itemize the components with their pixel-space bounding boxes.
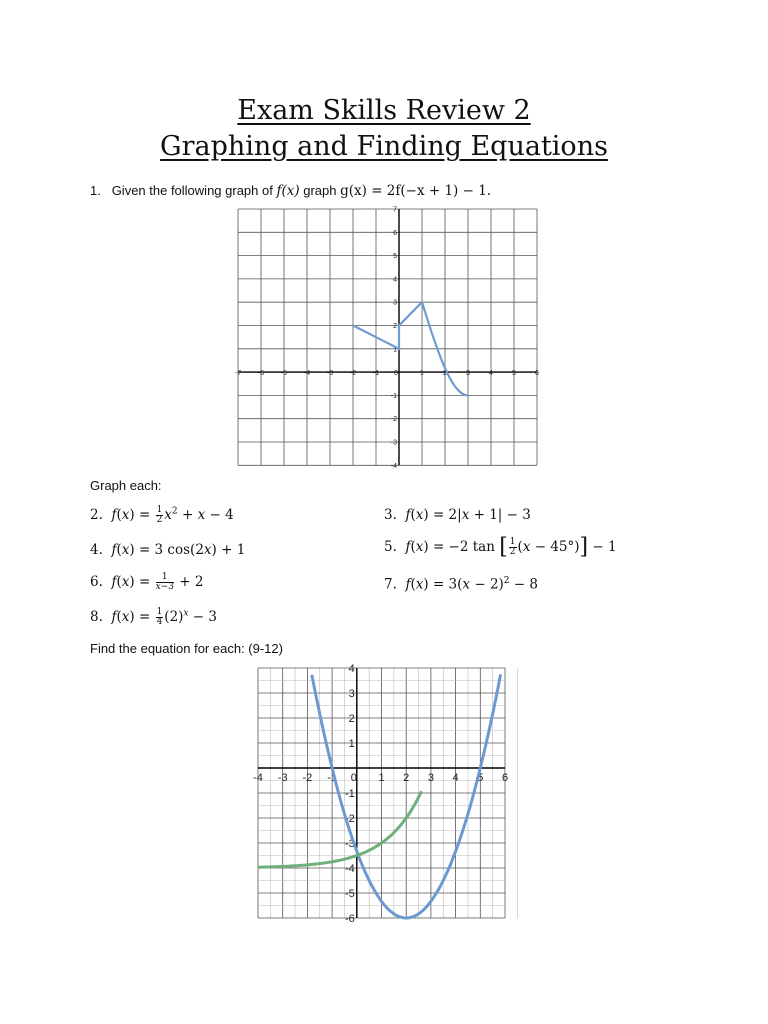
- x-tick-label: -1: [372, 370, 380, 378]
- x-tick-label: -2: [302, 772, 313, 784]
- grid: [258, 668, 517, 918]
- question-1-gx: g(x) = 2f(−x + 1) − 1.: [340, 183, 492, 199]
- x-tick-label: 5: [477, 772, 484, 784]
- y-tick-label: -1: [390, 392, 397, 400]
- x-tick-label: -2: [349, 370, 357, 378]
- x-tick-label: 6: [501, 772, 509, 784]
- x-tick-label: -3: [326, 370, 334, 378]
- y-tick-label: -2: [390, 416, 397, 424]
- x-tick-label: 2: [443, 370, 447, 378]
- page-title: Exam Skills Review 2: [237, 95, 531, 126]
- problem-5: 5. f(x) = −2 tan [ $\frac{1}{2}$ (x − 45°)] − 1: [384, 534, 617, 560]
- question-1-fx: f(x): [276, 183, 300, 199]
- graph-2: [250, 660, 520, 925]
- x-tick-label: 2: [403, 772, 410, 784]
- problem-5-number: 5.: [384, 539, 397, 555]
- y-tick-label: -2: [345, 812, 355, 825]
- x-tick-label: 5: [512, 370, 516, 378]
- x-tick-label: -6: [257, 370, 265, 378]
- problem-3-number: 3.: [384, 507, 397, 523]
- y-tick-label: -4: [345, 862, 355, 875]
- x-tick-label: 6: [535, 370, 539, 378]
- x-tick-label: 3: [466, 370, 470, 378]
- page-subtitle: Graphing and Finding Equations: [160, 131, 608, 162]
- y-tick-label: 3: [393, 299, 397, 307]
- graph-each-heading: Graph each:: [90, 478, 162, 493]
- x-tick-label: -7: [234, 370, 242, 378]
- problem-2: 2. f(x) = $\frac{1}{2}$ $x^2 + x - 4$: [90, 505, 234, 525]
- x-tick-label: -3: [277, 772, 288, 784]
- find-equation-heading: Find the equation for each: (9-12): [90, 641, 283, 656]
- x-tick-label: -4: [253, 772, 263, 784]
- problem-2-number: 2.: [90, 507, 103, 523]
- problem-7: 7. $f(x) = 3(x - 2)^2 - 8$: [384, 576, 539, 593]
- y-tick-label: 3: [348, 687, 355, 700]
- y-tick-label: 4: [393, 276, 397, 284]
- y-tick-label: 7: [393, 206, 397, 214]
- y-tick-label: -3: [390, 439, 397, 447]
- y-tick-label: 4: [348, 662, 355, 675]
- y-tick-label: 2: [393, 322, 397, 330]
- question-1-number: 1.: [90, 183, 101, 198]
- x-tick-label: -4: [303, 370, 311, 378]
- x-tick-label: 4: [452, 772, 459, 784]
- problem-8: 8. f(x) = $\frac{1}{4}$ $(2)^x - 3$: [90, 607, 217, 627]
- problem-7-number: 7.: [384, 576, 397, 593]
- y-tick-label: 6: [393, 229, 397, 237]
- question-1-pre: Given the following graph of: [111, 183, 277, 198]
- question-1: [90, 183, 491, 199]
- problem-3: 3. f(x) = 2|x + 1| − 3: [384, 507, 531, 523]
- y-tick-label: 1: [393, 346, 397, 354]
- problem-4-number: 4.: [90, 542, 103, 558]
- y-tick-label: 5: [393, 253, 397, 261]
- y-tick-label: -3: [345, 837, 355, 850]
- x-tick-label: 4: [489, 370, 493, 378]
- x-tick-label: 1: [420, 370, 424, 378]
- problem-8-number: 8.: [90, 609, 103, 625]
- y-tick-label: -1: [345, 787, 355, 800]
- x-tick-label: -1: [327, 772, 337, 784]
- x-tick-label: 3: [427, 772, 434, 784]
- y-tick-label: -6: [345, 912, 355, 925]
- question-1-mid: graph: [299, 183, 341, 198]
- x-tick-label: 0: [394, 370, 398, 378]
- graph-1: [230, 205, 540, 470]
- y-tick-label: 2: [348, 712, 355, 725]
- problem-6: 6. f(x) = $\frac{1}{x-3}$ + 2: [90, 572, 204, 592]
- problem-6-number: 6.: [90, 574, 103, 590]
- x-tick-label: -5: [280, 370, 288, 378]
- problem-4: 4. f(x) = 3 cos(2x) + 1: [90, 542, 246, 558]
- y-tick-label: 1: [348, 737, 355, 750]
- y-tick-label: -4: [390, 462, 397, 470]
- grid: [238, 209, 537, 465]
- x-tick-label: 1: [378, 772, 385, 784]
- x-tick-label: 0: [350, 772, 357, 784]
- y-tick-label: -5: [345, 887, 355, 900]
